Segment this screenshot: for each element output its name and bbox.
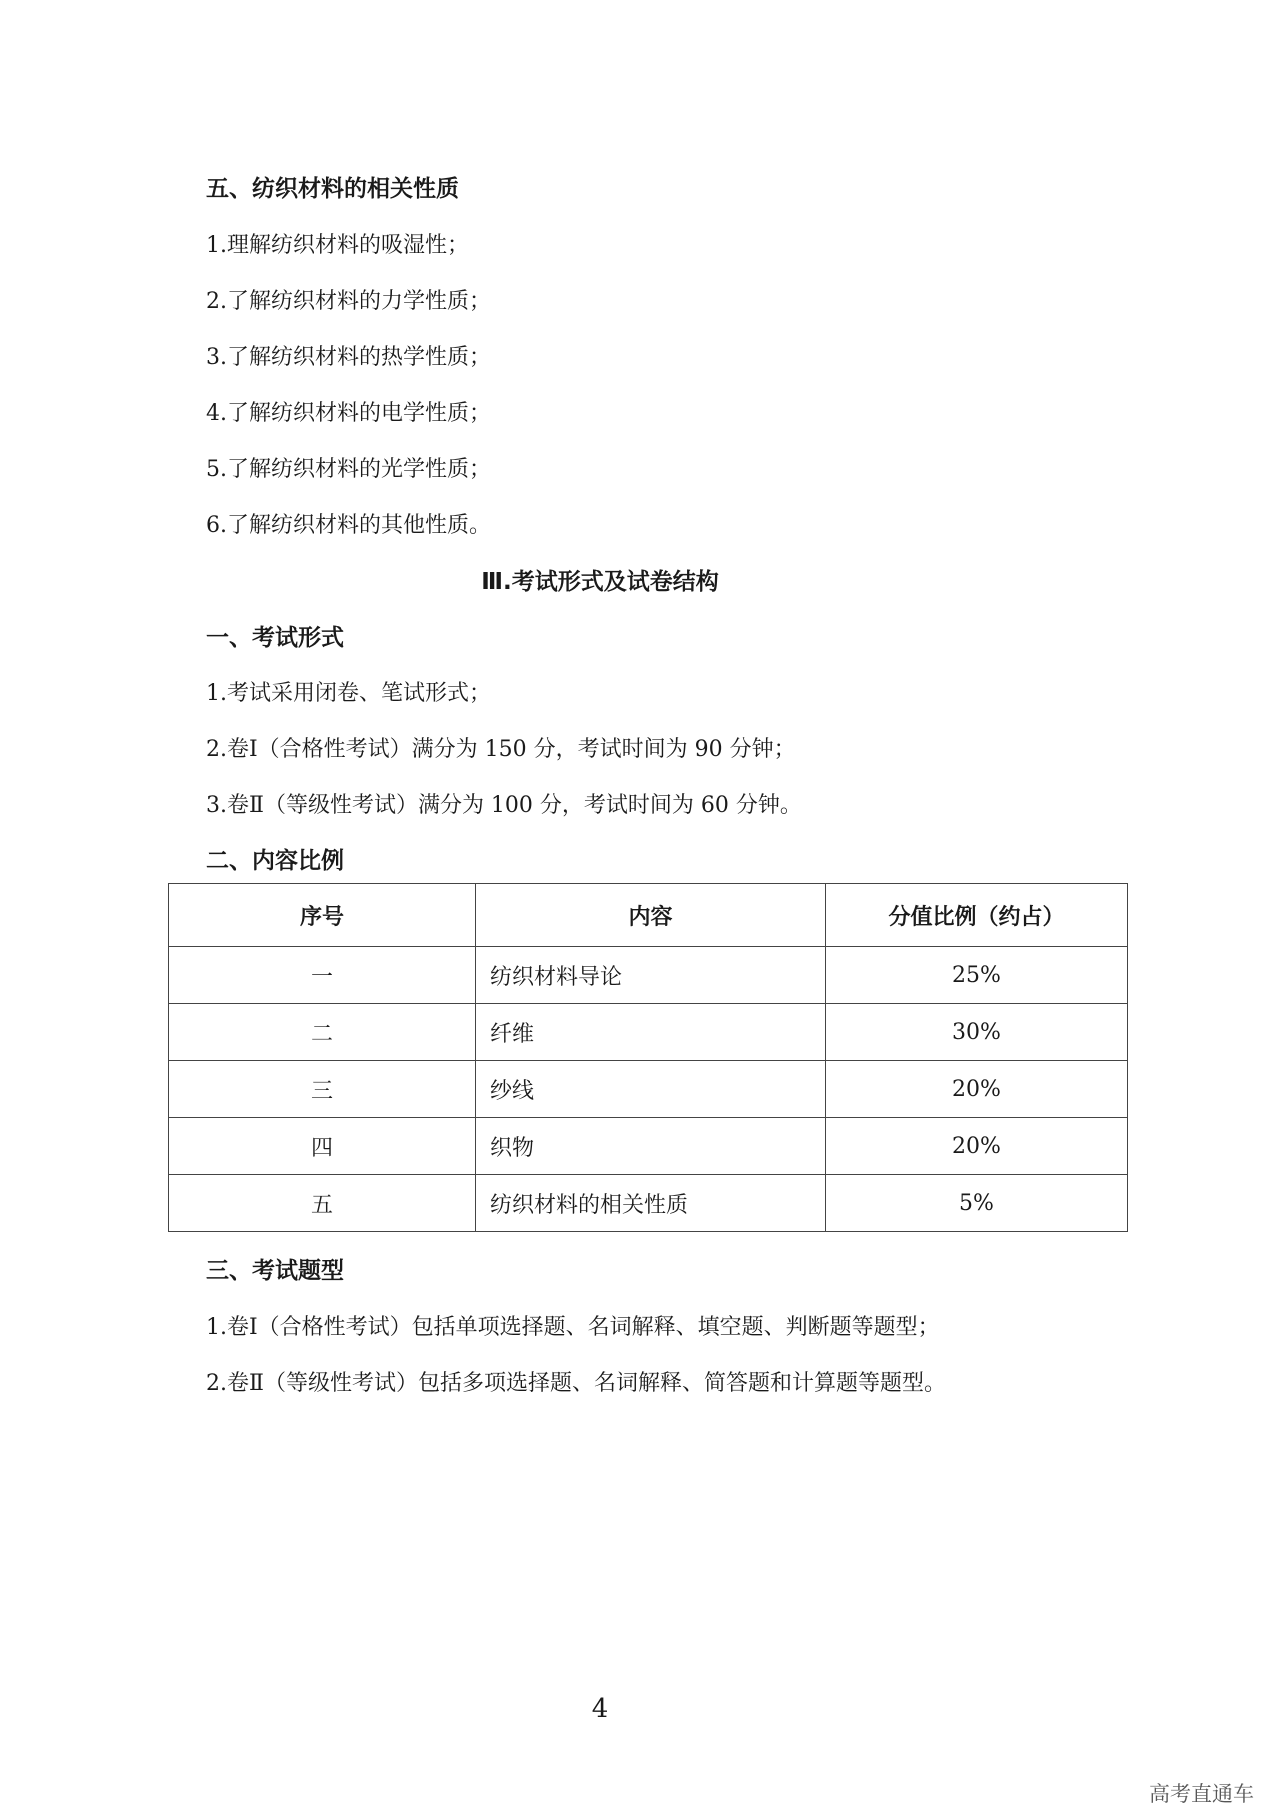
cell-num: 三 <box>169 1061 476 1118</box>
cell-ratio: 5% <box>826 1175 1128 1232</box>
list-item: 1.卷Ⅰ（合格性考试）包括单项选择题、名词解释、填空题、判断题等题型； <box>206 1315 940 1340</box>
list-item: 1.理解纺织材料的吸湿性； <box>206 233 469 258</box>
table-row <box>169 1061 1128 1118</box>
cell-num: 四 <box>169 1118 476 1175</box>
cell-content: 织物 <box>476 1118 826 1175</box>
column-header: 序号 <box>169 884 476 947</box>
cell-num: 五 <box>169 1175 476 1232</box>
part-title: Ⅲ.考试形式及试卷结构 <box>481 569 719 595</box>
section-heading: 三、考试题型 <box>206 1258 344 1284</box>
cell-ratio: 20% <box>826 1061 1128 1118</box>
column-header: 分值比例（约占） <box>826 884 1128 947</box>
cell-num: 二 <box>169 1004 476 1061</box>
table-row <box>169 1175 1128 1232</box>
list-item: 1.考试采用闭卷、笔试形式； <box>206 681 491 706</box>
list-item: 2.卷Ⅱ（等级性考试）包括多项选择题、名词解释、简答题和计算题等题型。 <box>206 1371 946 1396</box>
list-item: 6.了解纺织材料的其他性质。 <box>206 513 491 538</box>
cell-content: 纺织材料导论 <box>476 947 826 1004</box>
list-item: 3.了解纺织材料的热学性质； <box>206 345 491 370</box>
list-item: 4.了解纺织材料的电学性质； <box>206 401 491 426</box>
watermark: 高考直通车 <box>1149 1782 1254 1806</box>
table-header-row <box>169 884 1128 947</box>
list-item: 2.卷Ⅰ（合格性考试）满分为 150 分，考试时间为 90 分钟； <box>206 737 796 762</box>
cell-ratio: 30% <box>826 1004 1128 1061</box>
cell-ratio: 25% <box>826 947 1128 1004</box>
column-header: 内容 <box>476 884 826 947</box>
list-item: 2.了解纺织材料的力学性质； <box>206 289 491 314</box>
cell-content: 纺织材料的相关性质 <box>476 1175 826 1232</box>
content-ratio-table <box>168 883 1128 1232</box>
table-row <box>169 947 1128 1004</box>
list-item: 5.了解纺织材料的光学性质； <box>206 457 491 482</box>
cell-ratio: 20% <box>826 1118 1128 1175</box>
section-heading: 一、考试形式 <box>206 625 344 651</box>
page-number: 4 <box>591 1694 609 1724</box>
section-heading: 二、内容比例 <box>206 848 344 874</box>
list-item: 3.卷Ⅱ（等级性考试）满分为 100 分，考试时间为 60 分钟。 <box>206 793 802 818</box>
cell-num: 一 <box>169 947 476 1004</box>
cell-content: 纤维 <box>476 1004 826 1061</box>
section-heading: 五、纺织材料的相关性质 <box>206 176 459 202</box>
table-row <box>169 1004 1128 1061</box>
cell-content: 纱线 <box>476 1061 826 1118</box>
table-row <box>169 1118 1128 1175</box>
